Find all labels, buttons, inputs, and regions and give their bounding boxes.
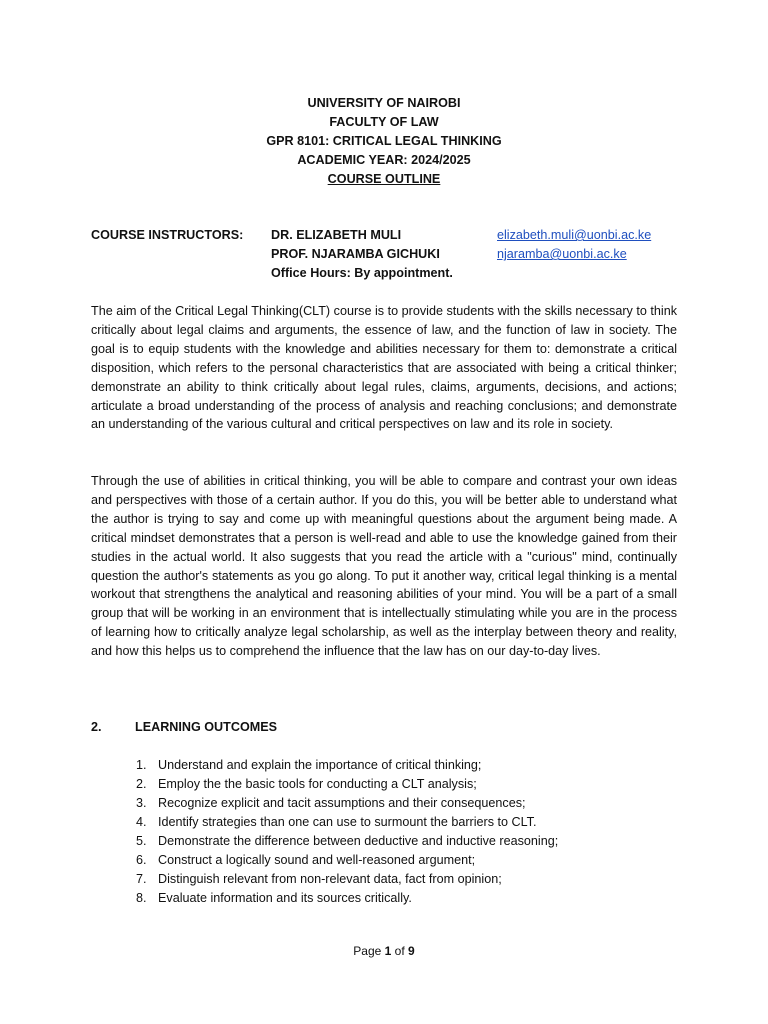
current-page-number: 1 xyxy=(384,944,392,958)
critical-thinking-paragraph: Through the use of abilities in critical thinking, you will be able to compare and contrast your own ideas and perspectives with those of a certain author. If you do this, you will be better able to understand what the author is trying to say and come up with meaningful questions about the argument being made. A critical mindset demonstrates that a person is well-read and able to use the knowledge gained from their studies in the actual world. It also suggests that you read the article with a "curious" mind, continually question the author's statements as you go along. To put it another way, critical legal thinking is a mental workout that strengthens the analytical and reasoning abilities of your mind. You will be a part of a small group that will be working in an environment that is intellectually stimulating while you are in the process of learning how to critically analyze legal scholarship, as well as the interplay between theory and reality, and how this helps us to comprehend the influence that the law has on our day-to-day lives. xyxy=(91,474,677,659)
instructor-row xyxy=(91,226,681,245)
document-title: COURSE OUTLINE xyxy=(327,172,441,186)
course-aim-paragraph: The aim of the Critical Legal Thinking(CLT) course is to provide students with the skills necessary to think critically about legal claims and arguments, the essence of law, and the function of law in society. The goal is to equip students with the knowledge and abilities necessary for them to: demonstrate a critical disposition, which refers to the personal characteristics that are associated with being a critical thinker; demonstrate an ability to think critically about legal rules, claims, arguments, decisions, and actions; articulate a broad understanding of the process of analysis and reaching conclusions; and demonstrate an understanding of the various cultural and critical perspectives on law and its role in society. xyxy=(91,304,677,432)
list-item-number: 7. xyxy=(136,872,147,886)
faculty-name: FACULTY OF LAW xyxy=(329,115,439,129)
list-item xyxy=(136,851,696,870)
list-item-number: 8. xyxy=(136,891,147,905)
instructors-label: COURSE INSTRUCTORS: xyxy=(91,228,244,242)
list-item-text: Demonstrate the difference between deductive and inductive reasoning; xyxy=(158,834,559,848)
page-word: Page xyxy=(353,944,382,958)
instructor-name: PROF. NJARAMBA GICHUKI xyxy=(271,247,440,261)
list-item xyxy=(136,775,696,794)
list-item-text: Employ the the basic tools for conducting a CLT analysis; xyxy=(158,777,477,791)
section-title: LEARNING OUTCOMES xyxy=(135,720,278,734)
list-item-text: Evaluate information and its sources critically. xyxy=(158,891,412,905)
list-item-number: 5. xyxy=(136,834,147,848)
instructor-email-link[interactable]: njaramba@uonbi.ac.ke xyxy=(497,247,627,261)
page-footer xyxy=(0,942,768,960)
instructor-name: DR. ELIZABETH MULI xyxy=(271,228,402,242)
list-item xyxy=(136,870,696,889)
document-header xyxy=(0,94,768,189)
list-item-text: Understand and explain the importance of critical thinking; xyxy=(158,758,482,772)
course-title: GPR 8101: CRITICAL LEGAL THINKING xyxy=(266,134,502,148)
list-item xyxy=(136,756,696,775)
course-instructors xyxy=(91,226,681,283)
list-item xyxy=(136,832,696,851)
list-item xyxy=(136,889,696,908)
list-item-number: 2. xyxy=(136,777,147,791)
academic-year: ACADEMIC YEAR: 2024/2025 xyxy=(297,153,471,167)
total-pages-number: 9 xyxy=(408,944,415,958)
section-number: 2. xyxy=(91,720,102,734)
list-item-number: 3. xyxy=(136,796,147,810)
office-hours-row xyxy=(91,264,681,283)
list-item-number: 4. xyxy=(136,815,147,829)
learning-outcomes-heading xyxy=(91,718,277,737)
instructor-email-link[interactable]: elizabeth.muli@uonbi.ac.ke xyxy=(497,228,652,242)
instructors-label-spacer xyxy=(91,264,271,283)
list-item-number: 1. xyxy=(136,758,147,772)
list-item-number: 6. xyxy=(136,853,147,867)
list-item-text: Distinguish relevant from non-relevant data, fact from opinion; xyxy=(158,872,502,886)
instructors-label-spacer xyxy=(91,245,271,264)
office-hours: Office Hours: By appointment. xyxy=(271,266,453,280)
list-item-text: Recognize explicit and tacit assumptions and their consequences; xyxy=(158,796,526,810)
list-item xyxy=(136,794,696,813)
list-item-text: Identify strategies than one can use to surmount the barriers to CLT. xyxy=(158,815,537,829)
list-item-text: Construct a logically sound and well-reasoned argument; xyxy=(158,853,476,867)
instructor-row xyxy=(91,245,681,264)
university-name: UNIVERSITY OF NAIROBI xyxy=(307,96,461,110)
learning-outcomes-list xyxy=(136,756,696,908)
list-item xyxy=(136,813,696,832)
of-word: of xyxy=(394,944,405,958)
